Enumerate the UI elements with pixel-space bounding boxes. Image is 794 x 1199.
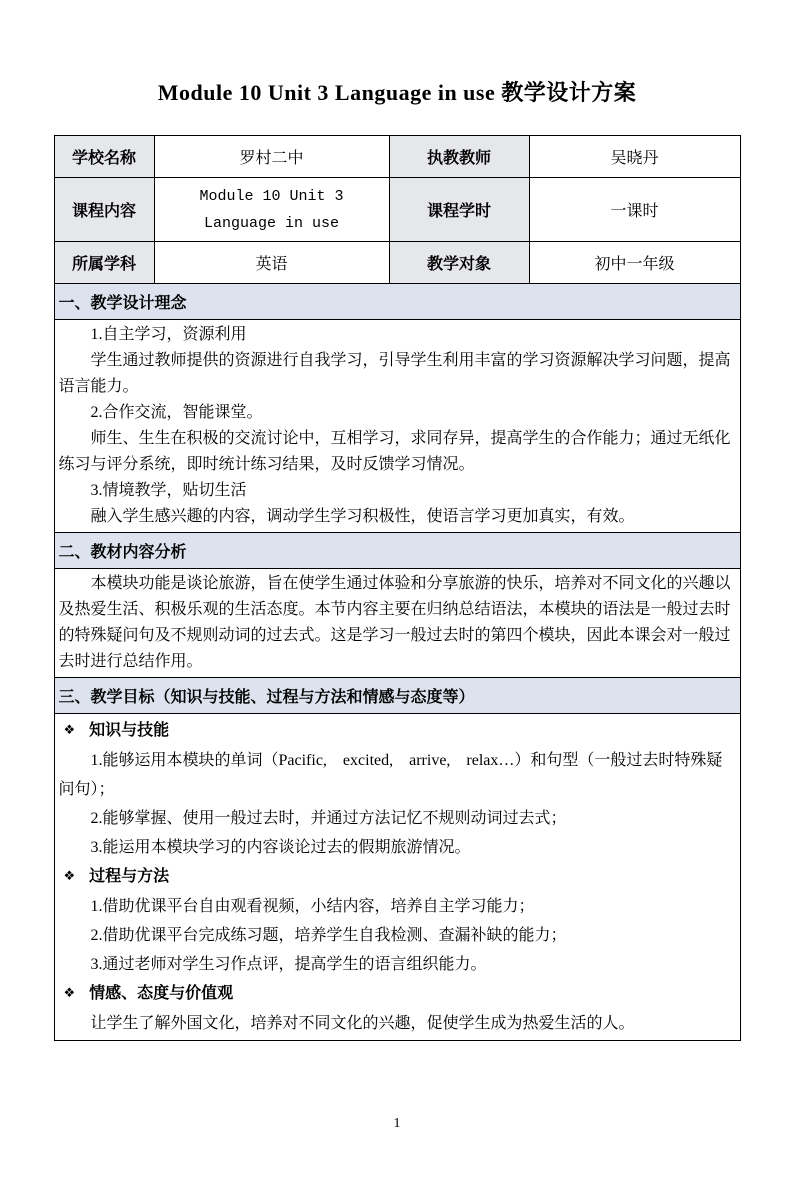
subject-label: 所属学科 bbox=[54, 242, 154, 284]
audience-label: 教学对象 bbox=[389, 242, 529, 284]
info-row-school-teacher bbox=[54, 136, 740, 178]
subsection-knowledge-skills bbox=[59, 716, 736, 746]
course-content-label: 课程内容 bbox=[54, 178, 154, 242]
section3-content-row bbox=[54, 714, 740, 1041]
diamond-bullet-icon: ❖ bbox=[63, 722, 76, 737]
subsection-title-emotion-values: 情感、态度与价值观 bbox=[89, 985, 234, 1002]
teacher-value: 吴晓丹 bbox=[529, 136, 740, 178]
section2-content-row bbox=[54, 569, 740, 678]
subsection-process-methods bbox=[59, 862, 736, 892]
section1-heading: 一、教学设计理念 bbox=[54, 284, 740, 320]
knowledge-skills-item-1: 1.能够运用本模块的单词（Pacific, excited, arrive, relax…）和句型（一般过去时特殊疑问句）； bbox=[58, 752, 723, 798]
design-concept-point-body-1: 学生通过教师提供的资源进行自我学习，引导学生利用丰富的学习资源解决学习问题，提高语言能力。 bbox=[58, 352, 731, 395]
document-title: Module 10 Unit 3 Language in use 教学设计方案 bbox=[157, 80, 637, 105]
emotion-values-item-1: 让学生了解外国文化，培养对不同文化的兴趣，促使学生成为热爱生活的人。 bbox=[90, 1015, 635, 1032]
section2-heading: 二、教材内容分析 bbox=[54, 533, 740, 569]
process-methods-item-2: 2.借助优课平台完成练习题，培养学生自我检测、查漏补缺的能力； bbox=[90, 927, 567, 944]
course-hours-label: 课程学时 bbox=[389, 178, 529, 242]
subsection-title-knowledge-skills: 知识与技能 bbox=[89, 722, 170, 739]
course-content-line1: Module 10 Unit 3 bbox=[199, 187, 344, 205]
knowledge-skills-item-3: 3.能运用本模块学习的内容谈论过去的假期旅游情况。 bbox=[90, 839, 471, 856]
lesson-plan-table bbox=[54, 135, 741, 1041]
diamond-bullet-icon: ❖ bbox=[63, 868, 76, 883]
subject-value: 英语 bbox=[154, 242, 389, 284]
design-concept-point-title-2: 2.合作交流，智能课堂。 bbox=[90, 404, 263, 421]
section2-content bbox=[54, 569, 740, 678]
design-concept-point-body-2: 师生、生生在积极的交流讨论中，互相学习，求同存异，提高学生的合作能力；通过无纸化练习与评分系统，即时统计练习结果，及时反馈学习情况。 bbox=[58, 430, 731, 473]
subsection-emotion-values bbox=[59, 979, 736, 1009]
section1-heading-row bbox=[54, 284, 740, 320]
section1-content bbox=[54, 320, 740, 533]
school-name-label: 学校名称 bbox=[54, 136, 154, 178]
design-concept-point-body-3: 融入学生感兴趣的内容，调动学生学习积极性，使语言学习更加真实，有效。 bbox=[90, 508, 635, 525]
section3-heading-row bbox=[54, 678, 740, 714]
course-content-line2: Language in use bbox=[203, 214, 340, 232]
page-number: 1 bbox=[393, 1116, 401, 1131]
section3-heading: 三、教学目标（知识与技能、过程与方法和情感与态度等） bbox=[54, 678, 740, 714]
design-concept-point-title-3: 3.情境教学，贴切生活 bbox=[90, 482, 247, 499]
audience-value: 初中一年级 bbox=[529, 242, 740, 284]
school-name-value: 罗村二中 bbox=[154, 136, 389, 178]
course-hours-value: 一课时 bbox=[529, 178, 740, 242]
section2-heading-row bbox=[54, 533, 740, 569]
process-methods-item-1: 1.借助优课平台自由观看视频，小结内容，培养自主学习能力； bbox=[90, 898, 535, 915]
info-row-subject-audience bbox=[54, 242, 740, 284]
subsection-title-process-methods: 过程与方法 bbox=[89, 868, 170, 885]
teacher-label: 执教教师 bbox=[389, 136, 529, 178]
diamond-bullet-icon: ❖ bbox=[63, 985, 76, 1000]
course-content-value bbox=[154, 178, 389, 242]
design-concept-point-title-1: 1.自主学习，资源利用 bbox=[90, 326, 247, 343]
process-methods-item-3: 3.通过老师对学生习作点评，提高学生的语言组织能力。 bbox=[90, 956, 487, 973]
section1-content-row bbox=[54, 320, 740, 533]
knowledge-skills-item-2: 2.能够掌握、使用一般过去时，并通过方法记忆不规则动词过去式； bbox=[90, 810, 567, 827]
section3-content bbox=[54, 714, 740, 1041]
material-analysis-paragraph: 本模块功能是谈论旅游，旨在使学生通过体验和分享旅游的快乐，培养对不同文化的兴趣以及热爱生活、积极乐观的生活态度。本节内容主要在归纳总结语法，本模块的语法是一般过去时的特殊疑问句及不规则动词的过去式。这是学习一般过去时的第四个模块，因此本课会对一般过去时进行总结作用。 bbox=[58, 575, 731, 670]
info-row-course bbox=[54, 178, 740, 242]
